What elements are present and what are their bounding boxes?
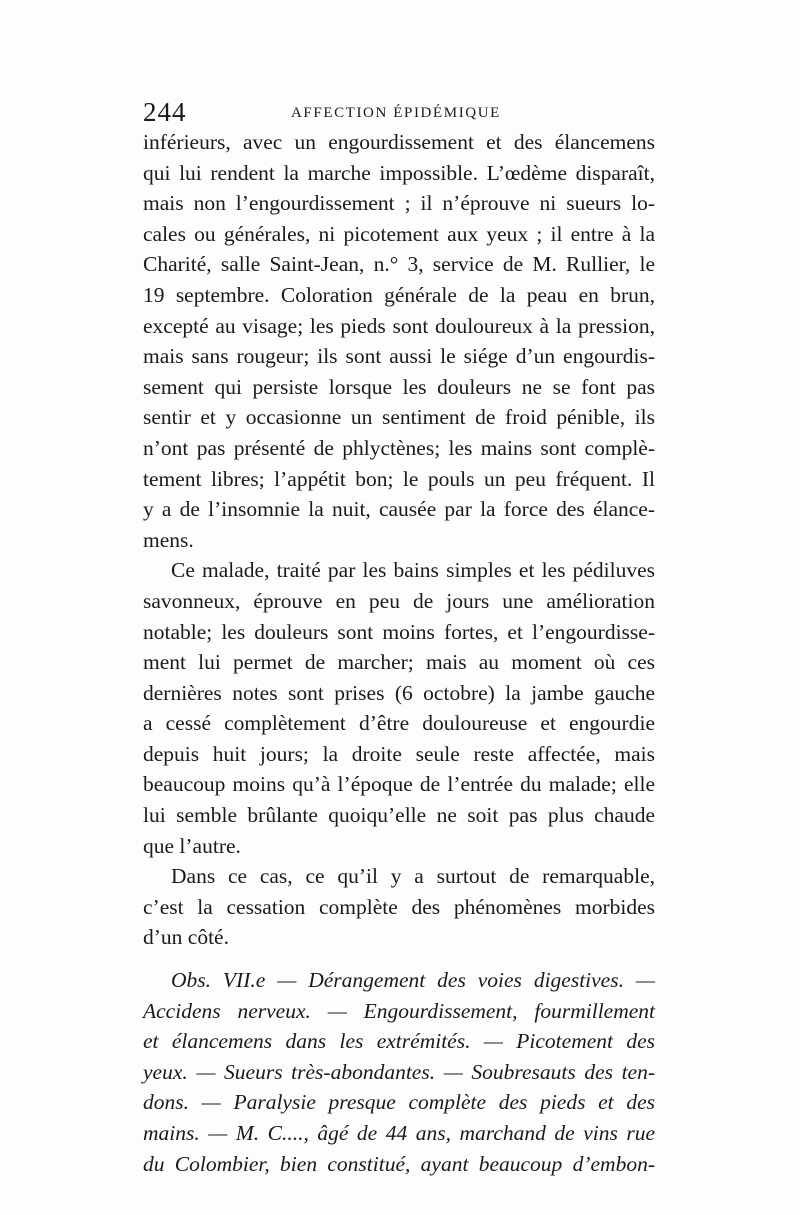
body-text — [143, 127, 655, 1179]
text-line: et élancemens dans les extrémités. — Picotement des — [143, 1029, 655, 1054]
paragraph-case-description — [143, 127, 655, 555]
text-line: inférieurs, avec un engourdissement et des élancemens — [143, 130, 655, 154]
text-line: cales ou générales, ni picotement aux yeux ; il entre à la — [143, 221, 655, 246]
text-line: n’ont pas présenté de phlyctènes; les mains sont complè- — [143, 435, 655, 460]
page-number: 244 — [143, 97, 187, 127]
text-line: 19 septembre. Coloration générale de la peau en brun, — [143, 282, 655, 307]
text-line: mains. — M. C...., âgé de 44 ans, marchand de vins rue — [143, 1121, 655, 1145]
text-line: sement qui persiste lorsque les douleurs ne se font pas — [143, 374, 655, 399]
running-title: AFFECTION ÉPIDÉMIQUE — [291, 105, 501, 121]
observation-seven — [143, 965, 655, 1179]
text-line: c’est la cessation complète des phénomènes morbides — [143, 894, 655, 919]
text-line: beaucoup moins qu’à l’époque de l’entrée du malade; elle — [143, 772, 655, 797]
text-line: du Colombier, bien constitué, ayant beaucoup d’embon- — [143, 1151, 655, 1176]
text-line: dernières notes sont prises (6 octobre) la jambe gauche — [143, 680, 655, 705]
text-line: ment lui permet de marcher; mais au moment où ces — [143, 650, 655, 675]
paragraph-gap — [143, 953, 655, 965]
text-line: mens. — [143, 527, 194, 552]
text-line: savonneux, éprouve en peu de jours une amélioration — [143, 588, 655, 613]
text-line: sentir et y occasionne un sentiment de froid pénible, ils — [143, 405, 655, 430]
text-line: mais non l’engourdissement ; il n’éprouve ni sueurs lo- — [143, 191, 655, 216]
text-line: mais sans rougeur; ils sont aussi le siége d’un engourdis- — [143, 344, 655, 369]
text-line: que l’autre. — [143, 833, 241, 858]
text-line: Dans ce cas, ce qu’il y a surtout de remarquable, — [171, 864, 655, 889]
text-line: lui semble brûlante quoiqu’elle ne soit pas plus chaude — [143, 803, 655, 828]
text-line: Accidens nerveux. — Engourdissement, fourmillement — [143, 998, 655, 1023]
text-line: a cessé complètement d’être douloureuse et engourdie — [143, 711, 655, 736]
page-header — [143, 92, 653, 132]
text-line: Ce malade, traité par les bains simples et les pédiluves — [171, 558, 655, 583]
text-line: yeux. — Sueurs très-abondantes. — Soubresauts des ten- — [143, 1059, 655, 1084]
text-line: tement libres; l’appétit bon; le pouls un peu fréquent. Il — [143, 466, 655, 491]
paragraph-treatment — [143, 555, 655, 861]
text-line: d’un côté. — [143, 925, 229, 950]
text-line: Charité, salle Saint-Jean, n.° 3, service de M. Rullier, le — [143, 252, 655, 277]
text-line: depuis huit jours; la droite seule reste affectée, mais — [143, 741, 655, 766]
text-line: notable; les douleurs sont moins fortes, et l’engourdisse- — [143, 619, 655, 644]
text-line: qui lui rendent la marche impossible. L’œdème disparaît, — [143, 160, 655, 185]
text-line: excepté au visage; les pieds sont douloureux à la pression, — [143, 313, 655, 338]
text-line: Obs. VII.e — Dérangement des voies digestives. — — [171, 968, 655, 993]
text-line: y a de l’insomnie la nuit, causée par la force des élance- — [143, 497, 655, 522]
text-line: dons. — Paralysie presque complète des pieds et des — [143, 1090, 655, 1115]
paragraph-remark — [143, 861, 655, 953]
